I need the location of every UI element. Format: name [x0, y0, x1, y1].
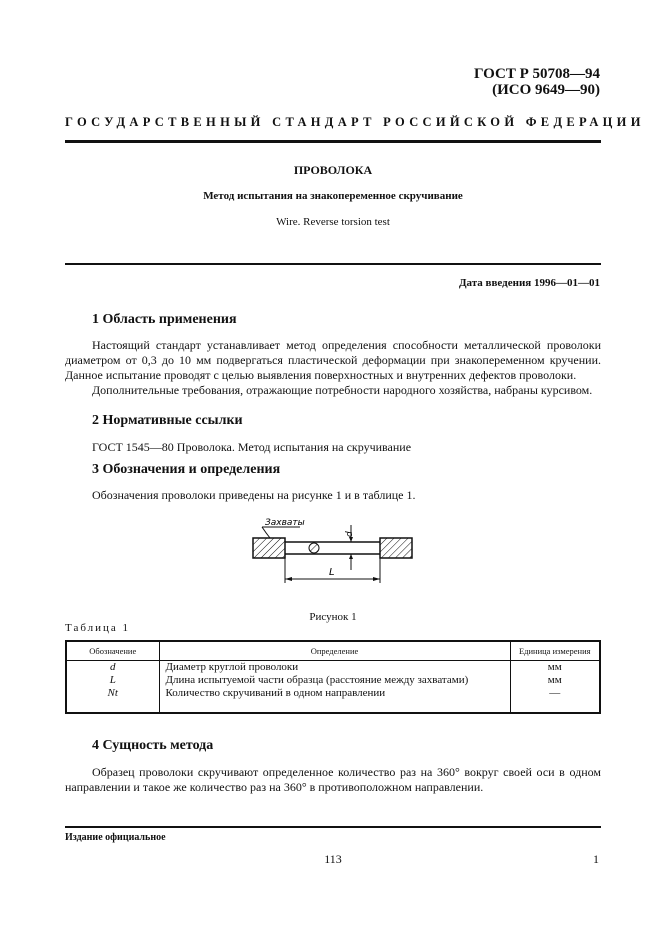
unit-cell: —: [510, 687, 600, 713]
symbol-cell: L: [109, 674, 116, 686]
diameter-label: d: [345, 531, 355, 537]
column-header: Обозначение: [66, 641, 159, 661]
left-grip: [253, 538, 285, 558]
paragraph: Обозначения проволоки приведены на рисунке 1 и в таблице 1.: [92, 488, 416, 502]
page-number-right: 1: [593, 852, 599, 866]
section-1-body: [65, 338, 601, 398]
definition-cell: Диаметр круглой проволоки: [159, 661, 510, 675]
document-title: ПРОВОЛОКА: [293, 163, 373, 177]
footer-rule: [65, 826, 601, 828]
definition-cell: Количество скручиваний в одном направлении: [159, 687, 510, 713]
table-1: [65, 640, 601, 714]
figure-1-wire-diagram: [240, 515, 430, 600]
definition-cell: Длина испытуемой части образца (расстояние между захватами): [159, 674, 510, 687]
section-heading-2: 2 Нормативные ссылки: [92, 413, 243, 428]
english-title: Wire. Reverse torsion test: [276, 216, 390, 228]
title-rule: [65, 263, 601, 265]
section-heading-1: 1 Область применения: [92, 312, 237, 327]
effective-date: Дата введения 1996—01—01: [458, 277, 600, 289]
table-label: Таблица 1: [65, 622, 131, 634]
state-standard-banner: ГОСУДАРСТВЕННЫЙ СТАНДАРТ РОССИЙСКОЙ ФЕДЕРАЦИИ: [65, 115, 645, 129]
normative-reference: ГОСТ 1545—80 Проволока. Метод испытания на скручивание: [92, 440, 412, 454]
symbol-cell: d: [110, 661, 116, 673]
paragraph: Дополнительные требования, отражающие потребности народного хозяйства, набраны курсивом.: [92, 383, 593, 397]
unit-cell: мм: [510, 674, 600, 687]
right-grip: [380, 538, 412, 558]
top-rule: [65, 140, 601, 143]
paragraph: Настоящий стандарт устанавливает метод определения способности металлической проволоки диаметром от 0,3 до 10 мм подвергаться пластической деформации при знакопеременном кручении. Данное испытание проводят с целью выявления поверхностных и внутренних дефектов проволоки.: [65, 338, 601, 382]
column-header: Единица измерения: [510, 641, 600, 661]
table-row: [66, 674, 600, 687]
gost-number: ГОСТ Р 50708—94: [473, 66, 600, 82]
page-number-center: 113: [324, 852, 342, 866]
table-header-row: [66, 641, 600, 661]
grips-label: Захваты: [265, 518, 305, 528]
unit-cell: мм: [510, 661, 600, 675]
symbol-cell: Nt: [107, 687, 118, 699]
length-label: L: [329, 567, 335, 578]
paragraph: Образец проволоки скручивают определенное количество раз на 360° вокруг своей оси в одном направлении и такое же количество раз на 360° в противоположном направлении.: [65, 765, 601, 794]
table-row: [66, 661, 600, 675]
official-edition-note: Издание официальное: [65, 832, 166, 843]
table-row: [66, 687, 600, 713]
column-header: Определение: [159, 641, 510, 661]
wire-cross-section: [309, 543, 319, 553]
figure-caption: Рисунок 1: [309, 611, 357, 623]
section-heading-4: 4 Сущность метода: [92, 738, 214, 753]
standard-number: [474, 66, 600, 98]
iso-number: (ИСО 9649—90): [492, 82, 600, 98]
document-subtitle: Метод испытания на знакопеременное скручивание: [203, 190, 463, 202]
section-heading-3: 3 Обозначения и определения: [92, 462, 281, 477]
